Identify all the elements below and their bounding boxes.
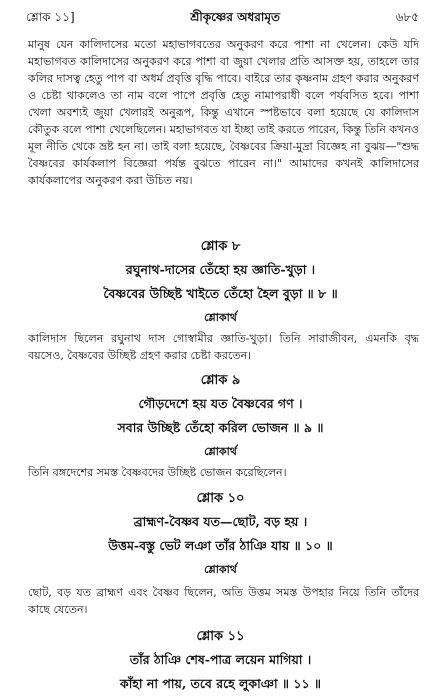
verse-line: সবার উচ্ছিষ্ট তেঁহো করিল ভোজন ॥ ৯ ॥	[117, 420, 324, 435]
verse-line: গৌড়দেশে হয় যত বৈষ্ণবের গণ ।	[138, 396, 303, 411]
purport-paragraph: মানুষ যেন কালিদাসের মতো মহাভাগবতের অনুকরণ করে পাশা না খেলেন। কেউ যদি মহাভাগবত কালিদাসের অনুকরণ করে পাশা বা জুয়া খেলার প্রতি আসক্ত হয়, তাহলে তার কলির দাসত্ব হেতু পাপ বা অধর্ম প্রবৃত্তি বৃদ্ধি পাবে। বাইরে তার কৃষ্ণনাম গ্রহণ করার অনুকরণ ও চেষ্টা থাকলেও তা নাম বলে পাপে প্রবৃত্তি হেতু নামাপরাধী বলে পর্যবসিত হবে। পাশা খেলা অবশ্যই জুয়া খেলারই অনুরূপ, কিন্তু এখানে স্পষ্টভাবে বলা হয়েছে যে কালিদাস কৌতুক বলে পাশা খেলেছিলেন। মহাভাগবত যা ইচ্ছা তাই করতে পারেন, কিন্তু তিনি কখনও মূল নীতি থেকে ভ্রষ্ট হন না। তাই বলা হয়েছে, বৈষ্ণবের ক্রিয়া-মুদ্রা বিজ্ঞেহ না বুঝয়—"শুদ্ধ বৈষ্ণবের কার্যকলাপ বিজ্ঞেরা পর্যন্ত বুঝতে পারেন না।" আমাদের কখনই কালিদাসের কার্যকলাপের অনুকরণ করা উচিত নয়।	[28, 38, 419, 187]
header-verse-ref: শ্লোক ১১]	[26, 10, 75, 24]
translation-text: ছোট, বড় যত ব্রাহ্মণ এবং বৈষ্ণব ছিলেন, অতি উত্তম সমস্ত উপহার নিয়ে তিনি তাঁদের কাছে যেতেন।	[28, 586, 419, 616]
verse-title: শ্লোক ৮	[200, 239, 241, 254]
translation-title: শ্লোকার্থ	[204, 563, 237, 576]
verse-title: শ্লোক ৯	[200, 373, 241, 388]
verse-line: ব্রাহ্মণ-বৈষ্ণব যত—ছোট, বড় হয় ।	[133, 514, 308, 529]
translation-text: তিনি বঙ্গদেশের সমস্ত বৈষ্ণবদের উচ্ছিষ্ট ভোজন করেছিলেন।	[28, 466, 287, 479]
verse-line: তাঁর ঠাঞি শেষ-পাত্র লয়েন মাগিয়া ।	[129, 652, 312, 667]
running-header	[26, 10, 419, 28]
header-title: শ্রীকৃষ্ণের অধরামৃত	[190, 10, 281, 24]
page-number: ৬৮৫	[395, 10, 419, 24]
verse-title: শ্লোক ১১	[196, 629, 245, 644]
verse-title: শ্লোক ১০	[196, 491, 245, 506]
translation-title: শ্লোকার্থ	[204, 445, 237, 458]
translation-text: কালিদাস ছিলেন রঘুনাথ দাস গোস্বামীর জ্ঞাতি-খুড়া। তিনি সারাজীবন, এমনকি বৃদ্ধ বয়সেও, বৈষ্ণবের উচ্ছিষ্ট গ্রহণ করার চেষ্টা করতেন।	[28, 332, 419, 362]
verse-line: বৈষ্ণবের উচ্ছিষ্ট খাইতে তেঁহো হৈল বুড়া ॥ ৮ ॥	[103, 286, 338, 301]
verse-line: কাঁহা না পায়, তবে রহে লুকাঞা ॥ ১১ ॥	[120, 676, 321, 691]
verse-line: উত্তম-বস্তু ভেট লঞা তাঁর ঠাঞি যায় ॥ ১০ ॥	[108, 538, 333, 553]
verse-line: রঘুনাথ-দাসের তেঁহো হয় জ্ঞাতি-খুড়া ।	[125, 262, 316, 277]
translation-title: শ্লোকার্থ	[204, 311, 237, 324]
